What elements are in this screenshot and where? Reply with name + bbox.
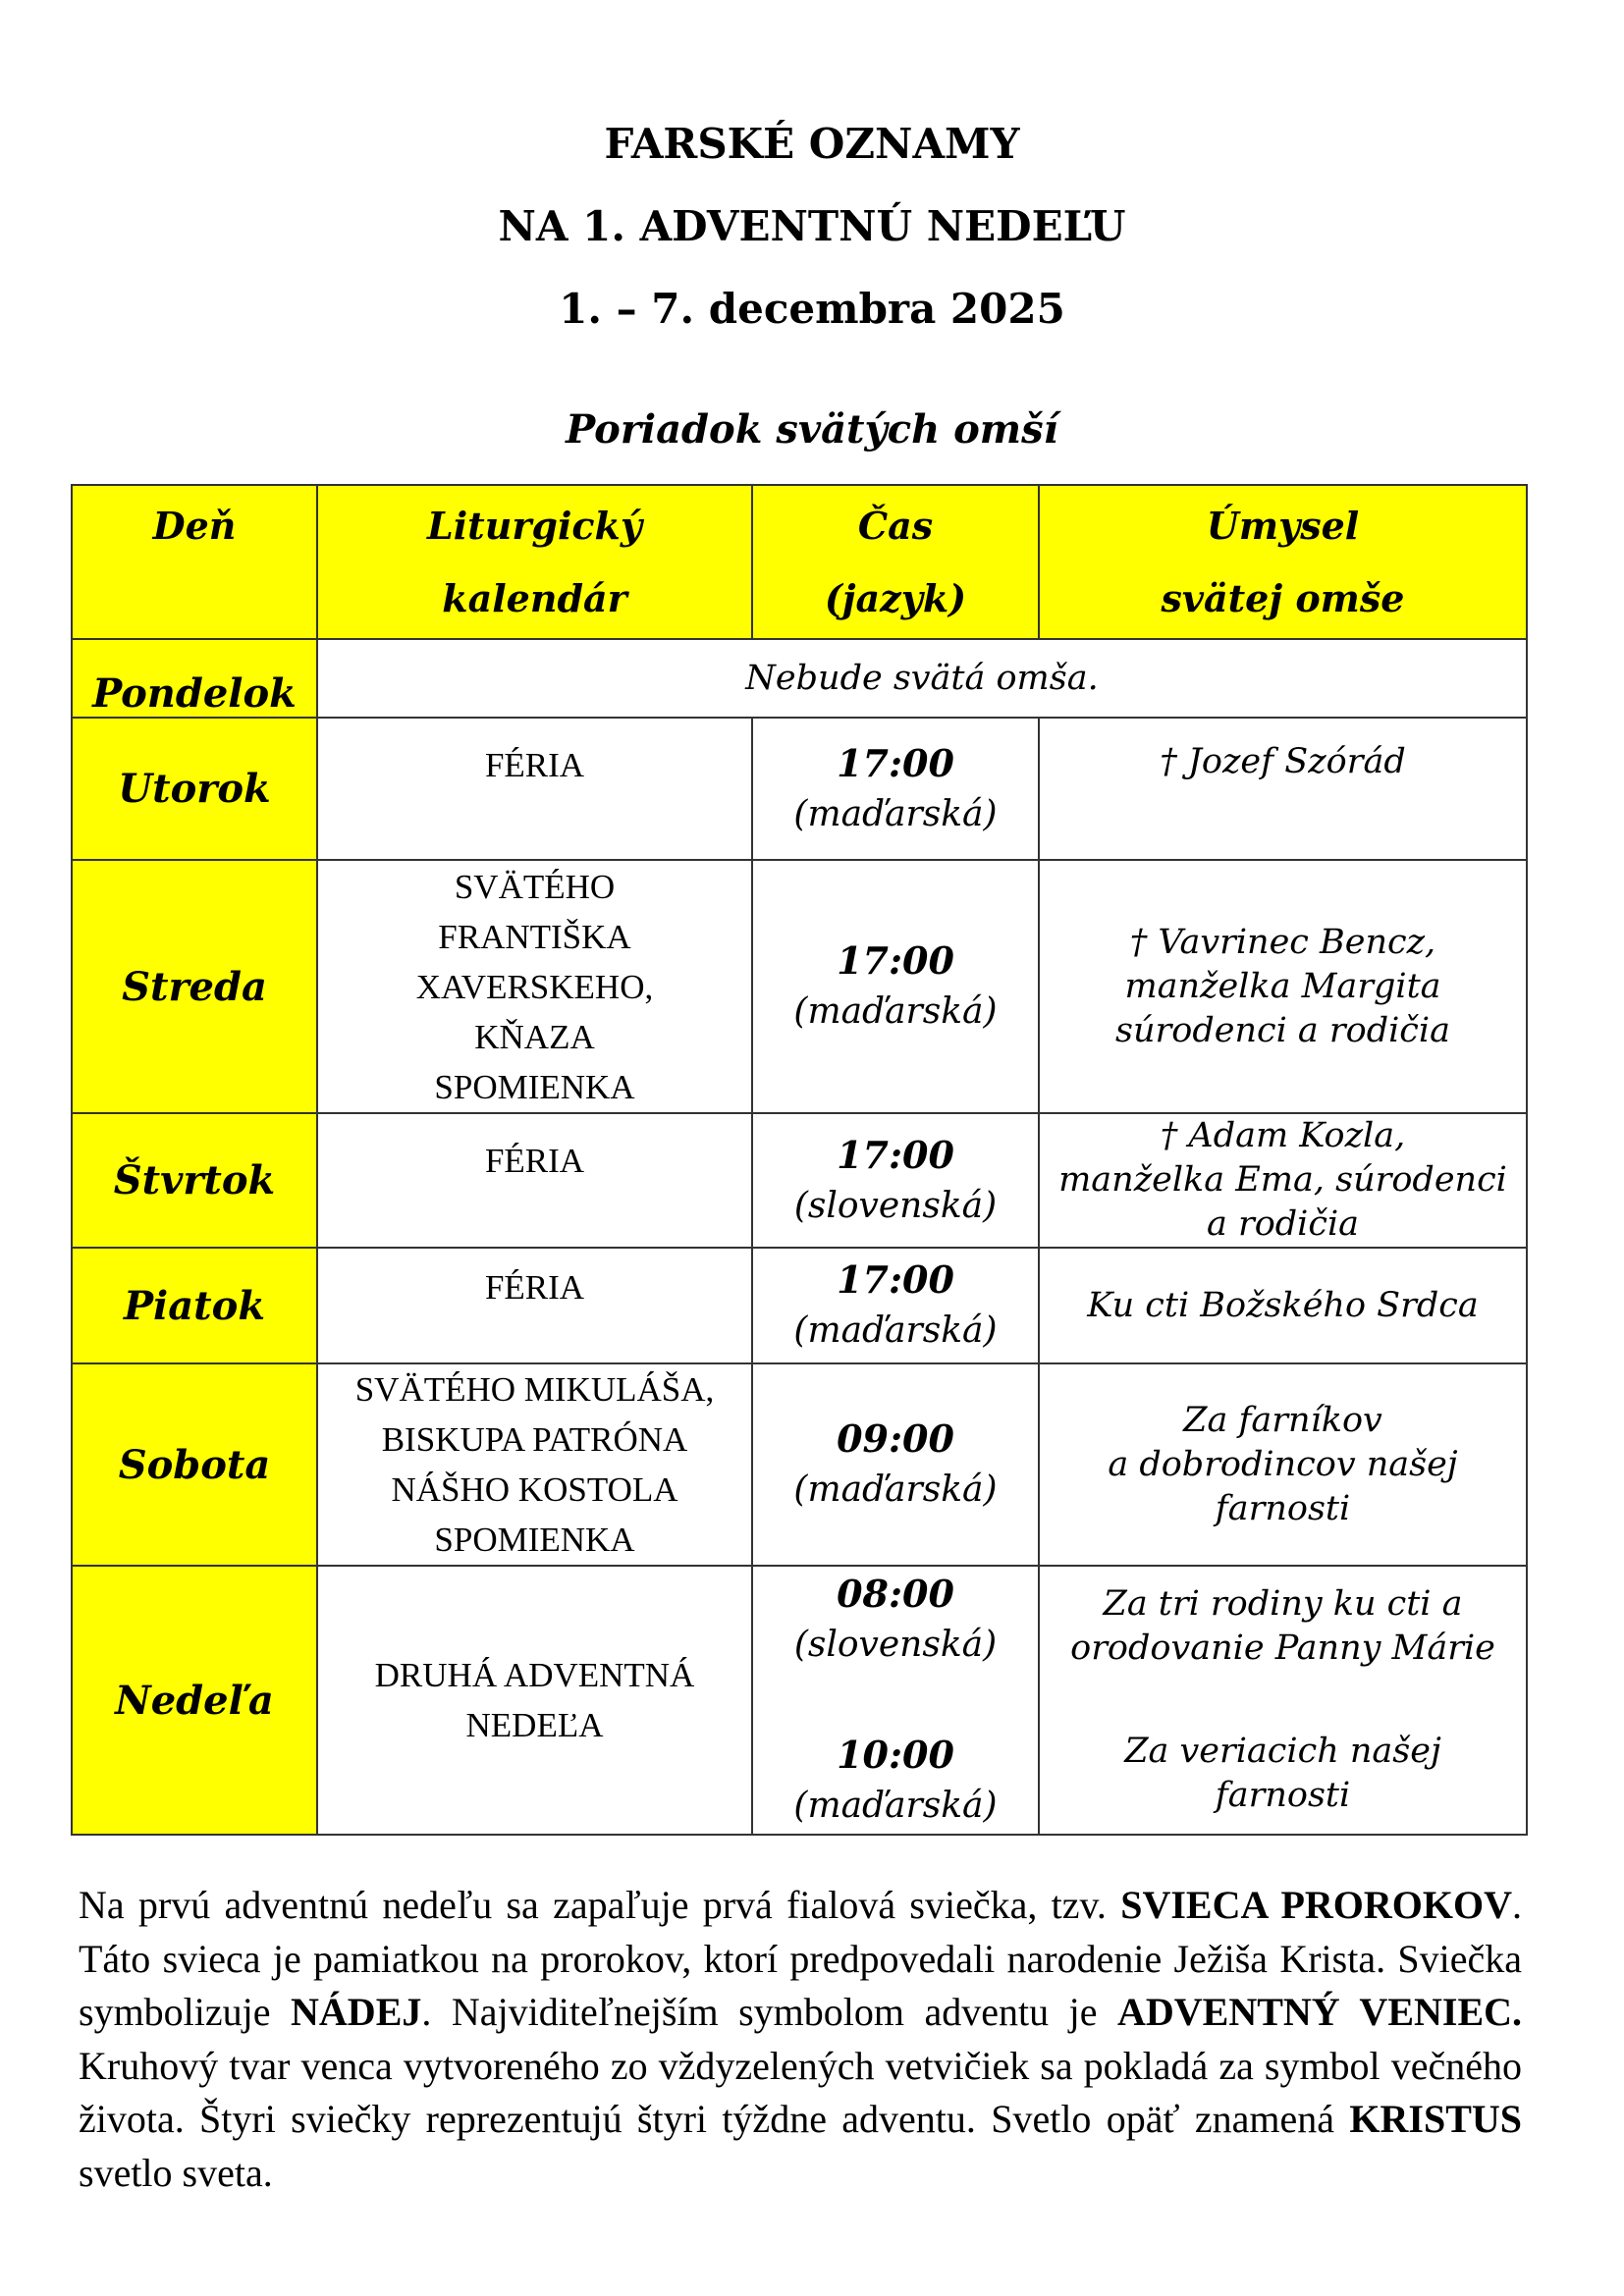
header-liturgy-line1: Liturgický bbox=[427, 504, 642, 548]
emphasis-text: KRISTUS bbox=[1349, 2097, 1522, 2141]
intention-line: Za tri rodiny ku cti a bbox=[1103, 1584, 1463, 1624]
intention-line: orodovanie Panny Márie bbox=[1070, 1629, 1495, 1668]
day-cell: Pondelok bbox=[72, 639, 317, 718]
intention-line: manželka Margita bbox=[1124, 966, 1441, 1006]
paragraph-text: svetlo sveta. bbox=[79, 2150, 273, 2195]
mass-language: (slovenská) bbox=[793, 1625, 998, 1665]
liturgy-line: DRUHÁ ADVENTNÁ bbox=[374, 1656, 695, 1694]
liturgy-cell bbox=[317, 1113, 752, 1248]
day-cell: Piatok bbox=[72, 1248, 317, 1363]
intention-line: súrodenci a rodičia bbox=[1115, 1010, 1450, 1050]
paragraph-text: Na prvú adventnú nedeľu sa zapaľuje prvá fialová sviečka, tzv. bbox=[79, 1883, 1121, 1927]
liturgy-line: BISKUPA PATRÓNA bbox=[381, 1420, 688, 1459]
intention-line: a dobrodincov našej bbox=[1108, 1444, 1458, 1484]
table-row bbox=[72, 1248, 1527, 1363]
mass-time: 17:00 bbox=[837, 938, 954, 983]
mass-language: (maďarská) bbox=[793, 1469, 998, 1510]
paragraph-text: . Táto svieca je pamiatkou na prorokov, ktorí predpovedali narodenie Ježiša Krista. Sviečka symbolizuje bbox=[79, 1883, 1522, 2034]
table-row bbox=[72, 639, 1527, 718]
emphasis-text: NÁDEJ bbox=[291, 1990, 422, 2034]
liturgy-line: NEDEĽA bbox=[465, 1706, 604, 1744]
intention-cell bbox=[1039, 1566, 1527, 1835]
schedule-heading: Poriadok svätých omší bbox=[566, 406, 1058, 453]
mass-language: (maďarská) bbox=[793, 793, 998, 834]
intention-line: Ku cti Božského Srdca bbox=[1087, 1285, 1479, 1325]
intention-cell bbox=[1039, 718, 1527, 860]
intention-line: † Jozef Szórád bbox=[1160, 742, 1406, 781]
mass-language: (maďarská) bbox=[793, 1786, 998, 1826]
header-time-line2: (jazyk) bbox=[824, 576, 967, 620]
intention-line: a rodičia bbox=[1206, 1204, 1360, 1244]
time-cell bbox=[752, 860, 1039, 1113]
intention-cell bbox=[1039, 1113, 1527, 1248]
header-time bbox=[752, 485, 1039, 639]
mass-time: 17:00 bbox=[837, 1257, 954, 1302]
announcement-title: FARSKÉ OZNAMY bbox=[604, 120, 1020, 168]
table-row bbox=[72, 1566, 1527, 1835]
liturgy-line: SPOMIENKA bbox=[434, 1067, 635, 1106]
intention-line: † Vavrinec Bencz, bbox=[1129, 922, 1436, 962]
intention-line: farnosti bbox=[1215, 1776, 1351, 1815]
header-intention-line1: Úmysel bbox=[1206, 504, 1360, 548]
liturgy-line: KŇAZA bbox=[474, 1017, 595, 1056]
time-cell bbox=[752, 1113, 1039, 1248]
liturgy-line: FÉRIA bbox=[484, 1142, 585, 1180]
spacer bbox=[759, 1671, 1032, 1730]
announcement-occasion: NA 1. ADVENTNÚ NEDEĽU bbox=[498, 202, 1126, 250]
liturgy-line: FRANTIŠKA bbox=[438, 917, 631, 956]
liturgy-line: FÉRIA bbox=[484, 746, 585, 784]
liturgy-cell bbox=[317, 1566, 752, 1835]
mass-schedule-table bbox=[71, 484, 1528, 1836]
mass-language: (maďarská) bbox=[793, 1310, 998, 1351]
table-row bbox=[72, 1113, 1527, 1248]
time-cell bbox=[752, 1566, 1039, 1835]
header-intention-line2: svätej omše bbox=[1161, 576, 1405, 620]
intention-line: farnosti bbox=[1215, 1488, 1351, 1528]
date-range: 1. – 7. decembra 2025 bbox=[559, 285, 1065, 333]
liturgy-line: FÉRIA bbox=[484, 1268, 585, 1307]
time-cell bbox=[752, 718, 1039, 860]
time-cell bbox=[752, 1248, 1039, 1363]
day-cell: Streda bbox=[72, 860, 317, 1113]
mass-time: 09:00 bbox=[837, 1416, 954, 1461]
mass-time: 10:00 bbox=[837, 1733, 954, 1777]
emphasis-text: ADVENTNÝ VENIEC. bbox=[1116, 1990, 1523, 2034]
table-header-row bbox=[72, 485, 1527, 639]
mass-time: 17:00 bbox=[837, 740, 954, 785]
intention-line: manželka Ema, súrodenci bbox=[1058, 1160, 1507, 1200]
liturgy-line: NÁŠHO KOSTOLA bbox=[391, 1470, 678, 1509]
day-cell: Utorok bbox=[72, 718, 317, 860]
liturgy-line: SVÄTÉHO MIKULÁŠA, bbox=[354, 1370, 715, 1409]
emphasis-text: SVIECA PROROKOV bbox=[1120, 1883, 1512, 1927]
liturgy-line: SPOMIENKA bbox=[434, 1521, 635, 1559]
table-row bbox=[72, 1363, 1527, 1566]
intention-line: Za veriacich našej bbox=[1124, 1732, 1441, 1771]
intention-cell bbox=[1039, 860, 1527, 1113]
advent-paragraph bbox=[79, 1879, 1522, 2200]
header-liturgy bbox=[317, 485, 752, 639]
paragraph-text: Kruhový tvar venca vytvoreného zo vždyzelených vetvičiek sa pokladá za symbol večného života. Štyri sviečky reprezentujú štyri týždne adventu. Svetlo opäť znamená bbox=[79, 2043, 1522, 2141]
liturgy-cell bbox=[317, 718, 752, 860]
mass-language: (maďarská) bbox=[793, 991, 998, 1032]
day-cell: Nedeľa bbox=[72, 1566, 317, 1835]
table-row bbox=[72, 860, 1527, 1113]
intention-line: Za farníkov bbox=[1183, 1400, 1382, 1440]
spacer bbox=[1046, 1671, 1520, 1730]
header-liturgy-line2: kalendár bbox=[442, 576, 627, 620]
day-cell: Sobota bbox=[72, 1363, 317, 1566]
liturgy-cell bbox=[317, 860, 752, 1113]
liturgy-line: XAVERSKEHO, bbox=[415, 967, 654, 1006]
intention-cell bbox=[1039, 1248, 1527, 1363]
time-cell bbox=[752, 1363, 1039, 1566]
mass-language: (slovenská) bbox=[793, 1185, 998, 1226]
header-intention bbox=[1039, 485, 1527, 639]
mass-time: 17:00 bbox=[837, 1132, 954, 1177]
liturgy-cell bbox=[317, 1248, 752, 1363]
paragraph-text: . Najviditeľnejším symbolom adventu je bbox=[421, 1990, 1117, 2034]
header-day-label: Deň bbox=[152, 504, 237, 548]
intention-line: † Adam Kozla, bbox=[1160, 1116, 1406, 1155]
table-row bbox=[72, 718, 1527, 860]
header-time-line1: Čas bbox=[857, 504, 934, 548]
day-cell: Štvrtok bbox=[72, 1113, 317, 1248]
liturgy-line: SVÄTÉHO bbox=[454, 867, 616, 906]
mass-time: 08:00 bbox=[837, 1572, 954, 1616]
header-day bbox=[72, 485, 317, 639]
liturgy-cell bbox=[317, 1363, 752, 1566]
intention-cell bbox=[1039, 1363, 1527, 1566]
no-mass-note: Nebude svätá omša. bbox=[317, 639, 1527, 718]
